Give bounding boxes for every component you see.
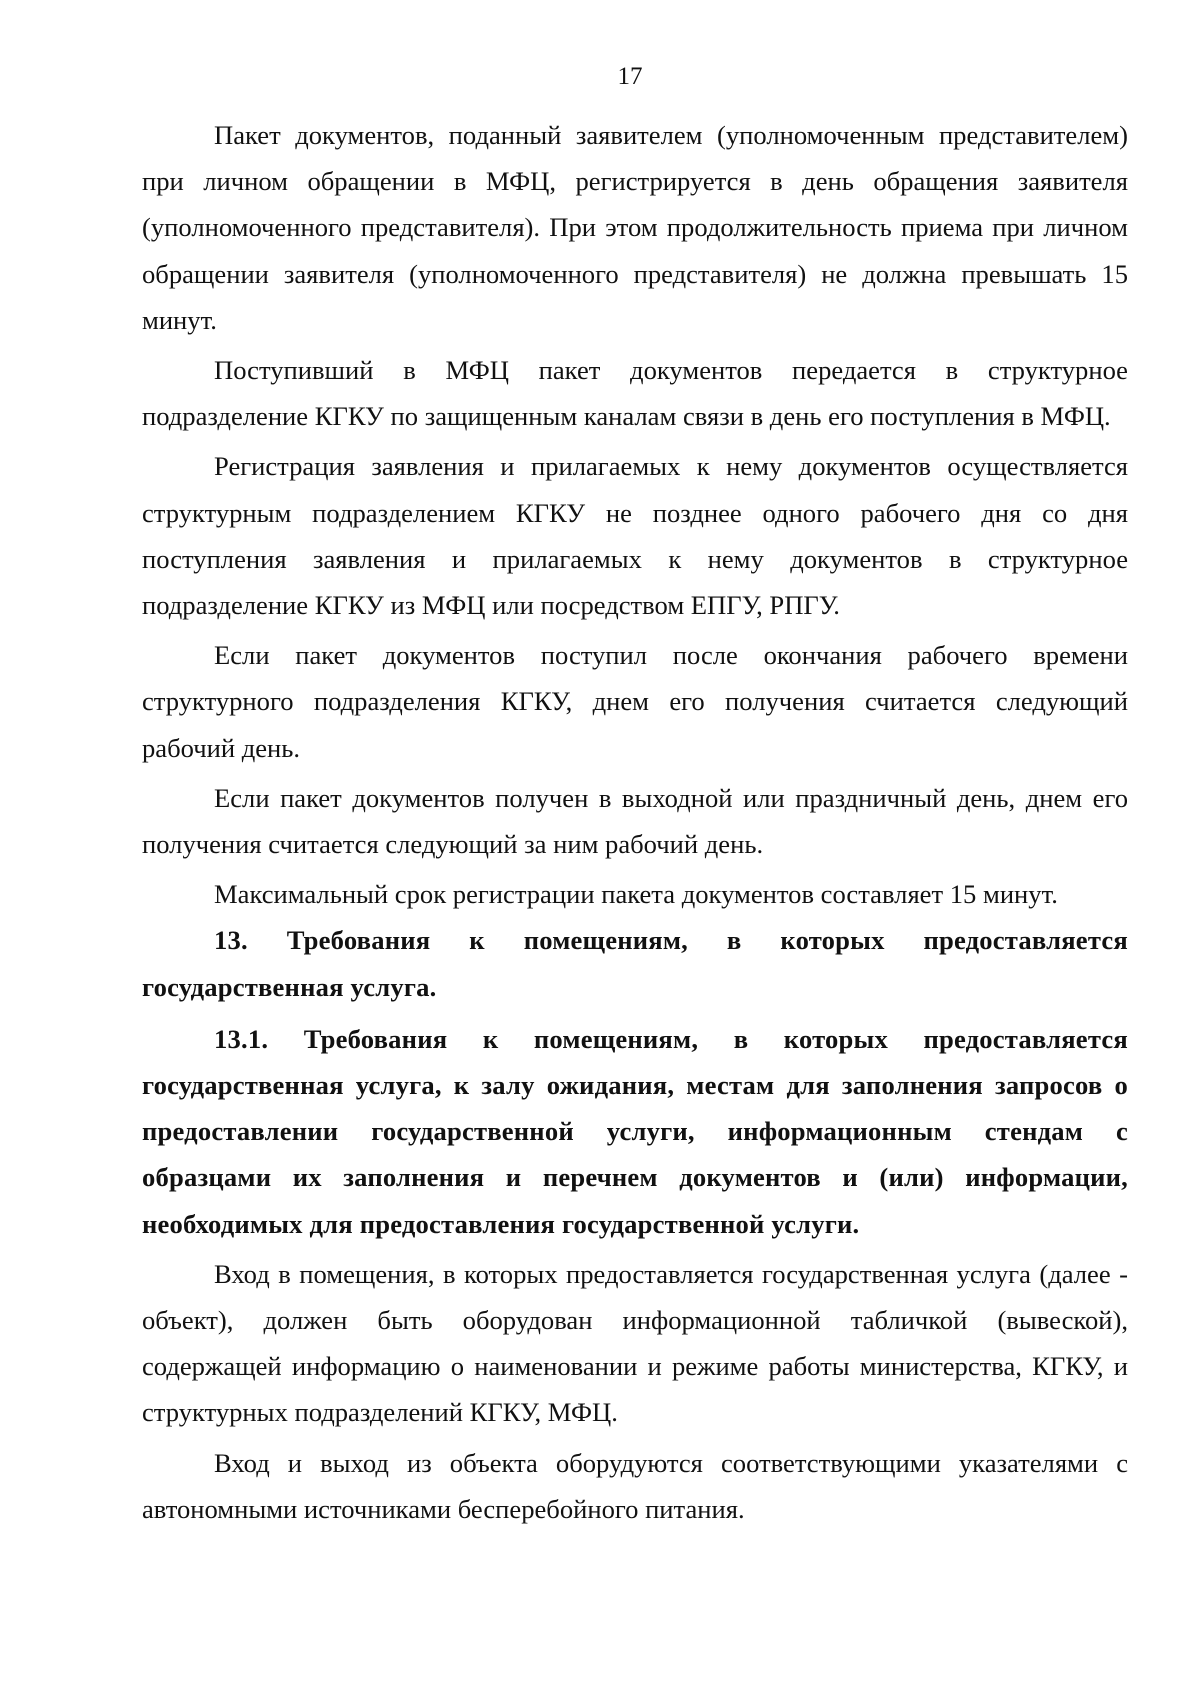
paragraph-entrance-exit-indicators: Вход и выход из объекта оборудуются соответствующими указателями с автономными источниками бесперебойного питания.	[142, 1447, 1128, 1524]
section-heading-13: 13. Требования к помещениям, в которых предоставляется государственная услуга.	[142, 925, 1128, 1002]
paragraph-registration-deadline: Регистрация заявления и прилагаемых к нему документов осуществляется структурным подразделением КГКУ не позднее одного рабочего дня со дня поступления заявления и прилагаемых к нему документов в структурное подразделение КГКУ из МФЦ или посредством ЕПГУ, РПГУ.	[142, 451, 1128, 621]
section-heading-13-1: 13.1. Требования к помещениям, в которых предоставляется государственная услуга, к залу ожидания, местам для заполнения запросов о предоставлении государственной услуги, информационным стендам с образцами их заполнения и перечнем документов и (или) информации, необходимых для предоставления государственной услуги.	[142, 1023, 1128, 1239]
paragraph-after-hours: Если пакет документов поступил после окончания рабочего времени структурного подразделения КГКУ, днем его получения считается следующий рабочий день.	[142, 640, 1128, 763]
document-body	[142, 112, 1128, 1532]
paragraph-transfer-to-kgku: Поступивший в МФЦ пакет документов передается в структурное подразделение КГКУ по защищенным каналам связи в день его поступления в МФЦ.	[142, 355, 1128, 432]
paragraph-entrance-signage: Вход в помещения, в которых предоставляется государственная услуга (далее - объект), должен быть оборудован информационной табличкой (вывеской), содержащей информацию о наименовании и режиме работы министерства, КГКУ, и структурных подразделений КГКУ, МФЦ.	[142, 1258, 1128, 1428]
paragraph-holiday: Если пакет документов получен в выходной или праздничный день, днем его получения считается следующий за ним рабочий день.	[142, 782, 1128, 860]
page-number: 17	[617, 63, 643, 90]
paragraph-registration-at-mfc: Пакет документов, поданный заявителем (уполномоченным представителем) при личном обращении в МФЦ, регистрируется в день обращения заявителя (уполномоченного представителя). При этом продолжительность приема при личном обращении заявителя (уполномоченного представителя) не должна превышать 15 минут.	[142, 120, 1128, 335]
paragraph-max-registration-time: Максимальный срок регистрации пакета документов составляет 15 минут.	[214, 879, 1058, 910]
